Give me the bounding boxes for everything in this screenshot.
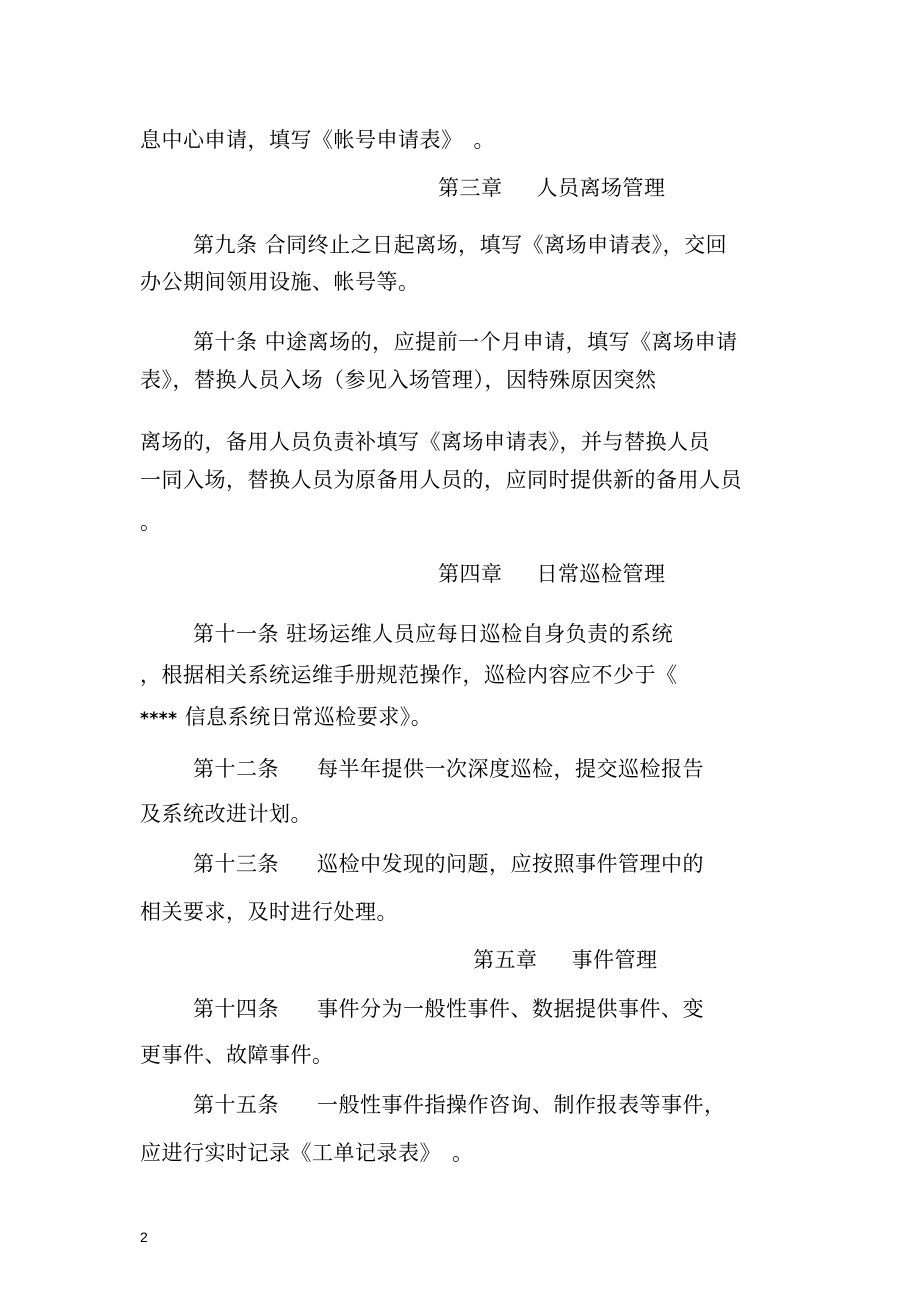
text-line: 离场的，备用人员负责补填写《离场申请表》，并与替换人员 (140, 430, 710, 454)
article-15 (193, 1091, 726, 1119)
chapter-title: 事件管理 (571, 948, 658, 972)
text-line (140, 703, 432, 733)
article-text: 一般性事件指操作咨询、制作报表等事件， (317, 1093, 726, 1117)
text-line: 第十一条 驻场运维人员应每日巡检自身负责的系统 (193, 622, 674, 646)
article-14 (193, 995, 704, 1023)
text-line: 相关要求，及时进行处理。 (140, 900, 398, 924)
page-number: 2 (140, 1229, 148, 1245)
article-13 (193, 850, 704, 878)
chapter-number: 第五章 (473, 948, 538, 972)
article-label: 第十二条 (193, 757, 279, 781)
text-line: 。 (140, 510, 162, 534)
chapter-number: 第三章 (438, 176, 503, 200)
chapter-title: 人员离场管理 (536, 176, 666, 200)
article-text: 巡检中发现的问题，应按照事件管理中的 (317, 852, 704, 876)
chapter-title: 日常巡检管理 (536, 562, 666, 586)
text-line: 应进行实时记录《工单记录表》 。 (140, 1141, 474, 1165)
text-line: 第十条 中途离场的，应提前一个月申请，填写《离场申请 (193, 330, 738, 354)
text-fragment: 信息系统日常巡检要求》。 (184, 705, 433, 729)
text-line: 第九条 合同终止之日起离场，填写《离场申请表》，交回 (193, 233, 728, 257)
chapter-number: 第四章 (438, 562, 503, 586)
chapter-heading-4 (438, 560, 666, 588)
text-line: 息中心申请，填写《帐号申请表》 。 (140, 128, 495, 152)
article-text: 事件分为一般性事件、数据提供事件、变 (317, 997, 704, 1021)
text-line: 办公期间领用设施、帐号等。 (140, 270, 420, 294)
text-line: 更事件、故障事件。 (140, 1043, 334, 1067)
article-label: 第十四条 (193, 997, 279, 1021)
text-line: 及系统改进计划。 (140, 802, 312, 826)
article-text: 每半年提供一次深度巡检，提交巡检报告 (317, 757, 704, 781)
text-line: 一同入场，替换人员为原备用人员的，应同时提供新的备用人员 (140, 468, 742, 492)
text-line: ，根据相关系统运维手册规范操作，巡检内容应不少于《 (140, 663, 678, 687)
chapter-heading-3 (438, 174, 666, 202)
chapter-heading-5 (473, 946, 658, 974)
article-label: 第十五条 (193, 1093, 279, 1117)
text-line: 表》，替换人员入场（参见入场管理），因特殊原因突然 (140, 368, 657, 392)
article-label: 第十三条 (193, 852, 279, 876)
article-12 (193, 755, 704, 783)
masked-stars: **** (140, 709, 178, 729)
